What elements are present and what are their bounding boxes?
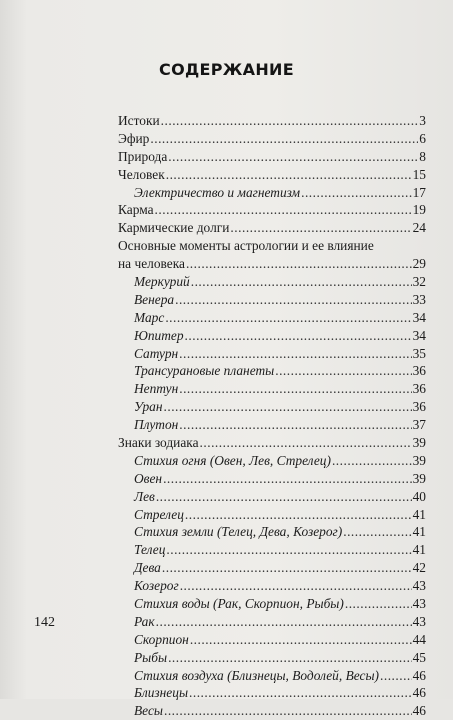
- toc-entry-label: Лев: [134, 488, 155, 504]
- toc-entry-page: 33: [412, 291, 426, 307]
- toc-entry: [118, 291, 426, 309]
- dot-leader: [165, 309, 411, 327]
- toc-entry-label: Телец: [134, 542, 166, 558]
- dot-leader: [168, 649, 412, 667]
- toc-entry-label: Близнецы: [134, 685, 189, 701]
- toc-entry-label: Истоки: [118, 112, 160, 128]
- dot-leader: [164, 398, 412, 416]
- toc-entry-label: Нептун: [134, 381, 179, 397]
- dot-leader: [343, 523, 411, 541]
- toc-entry-label: Рак: [134, 613, 155, 629]
- dot-leader: [164, 702, 412, 720]
- toc-entry-label: Козерог: [134, 578, 179, 594]
- toc-entry-page: 3: [419, 112, 426, 128]
- toc-entry: [118, 702, 426, 720]
- toc-entry-page: 35: [412, 345, 426, 361]
- toc-entry-label: Стихия воздуха (Близнецы, Водолей, Весы): [134, 667, 379, 683]
- toc-entry-label: Меркурий: [134, 274, 190, 289]
- toc-entry-page: 43: [412, 596, 426, 612]
- toc-entry-page: 42: [412, 560, 426, 576]
- dot-leader: [156, 613, 412, 631]
- dot-leader: [166, 166, 412, 184]
- toc-entry: [118, 523, 426, 541]
- dot-leader: [168, 148, 418, 166]
- toc-entry-label: Знаки зодиака: [118, 435, 199, 451]
- toc-entry: [118, 416, 426, 434]
- toc-entry-label: Трансурановые планеты: [134, 363, 275, 379]
- toc-entry-page: 8: [419, 148, 426, 164]
- dot-leader: [179, 380, 411, 398]
- toc-entry-label: Дева: [134, 560, 161, 576]
- table-of-contents: [118, 112, 426, 720]
- toc-entry-label: Карма: [118, 202, 154, 218]
- dot-leader: [332, 452, 412, 470]
- toc-entry-label: Кармические долги: [118, 220, 230, 236]
- toc-entry: [118, 273, 426, 291]
- toc-entry: [118, 541, 426, 559]
- toc-entry: [118, 631, 426, 649]
- dot-leader: [179, 345, 411, 363]
- toc-entry-page: 15: [412, 166, 426, 182]
- toc-entry-page: 43: [412, 613, 426, 629]
- toc-entry: [118, 130, 426, 148]
- toc-entry: [118, 613, 426, 631]
- toc-entry: [118, 685, 426, 703]
- toc-entry: [118, 434, 426, 452]
- dot-leader: [156, 488, 412, 506]
- dot-leader: [275, 362, 411, 380]
- toc-entry-label: Эфир: [118, 130, 150, 146]
- toc-entry: [118, 166, 426, 184]
- toc-entry: [118, 184, 426, 202]
- toc-entry: [118, 148, 426, 166]
- toc-entry-page: 46: [412, 703, 426, 719]
- toc-entry-page: 36: [412, 381, 426, 397]
- toc-entry: [118, 452, 426, 470]
- toc-entry-label: Стихия земли (Телец, Дева, Козерог): [134, 524, 343, 540]
- toc-entry: [118, 470, 426, 488]
- page-number: 142: [34, 615, 55, 630]
- toc-entry: [118, 667, 426, 685]
- toc-entry-label: Природа: [118, 148, 168, 164]
- dot-leader: [189, 684, 412, 702]
- toc-entry: [118, 112, 426, 130]
- dot-leader: [191, 273, 412, 291]
- toc-entry-page: 34: [412, 309, 426, 325]
- toc-entry-label: Стрелец: [134, 506, 184, 522]
- dot-leader: [185, 506, 412, 524]
- dot-leader: [301, 184, 412, 202]
- dot-leader: [185, 327, 412, 345]
- toc-entry: [118, 577, 426, 595]
- toc-entry-label: Человек: [118, 166, 165, 182]
- toc-entry-label: Стихия огня (Овен, Лев, Стрелец): [134, 452, 331, 468]
- toc-entry: [118, 595, 426, 613]
- dot-leader: [175, 291, 412, 309]
- toc-entry-label: Рыбы: [134, 649, 168, 665]
- dot-leader: [345, 595, 412, 613]
- toc-entry-label: Венера: [134, 291, 175, 307]
- toc-entry-label: на человека: [118, 256, 185, 272]
- dot-leader: [163, 470, 412, 488]
- toc-entry-page: 24: [412, 220, 426, 236]
- toc-entry-label-line1: Основные моменты астрологии и ее влияние: [118, 238, 374, 254]
- dot-leader: [150, 130, 418, 148]
- dot-leader: [190, 631, 412, 649]
- toc-entry-page: 37: [412, 417, 426, 433]
- dot-leader: [166, 541, 411, 559]
- toc-entry-page: 29: [412, 256, 426, 272]
- toc-entry: [118, 559, 426, 577]
- toc-entry-page: 41: [412, 506, 426, 522]
- toc-entry-label: Электричество и магнетизм: [134, 184, 301, 200]
- toc-entry-page: 39: [412, 470, 426, 486]
- toc-entry: [118, 255, 426, 273]
- toc-entry-page: 17: [412, 184, 426, 200]
- dot-leader: [179, 416, 411, 434]
- toc-entry: [118, 201, 426, 219]
- toc-entry-page: 45: [412, 649, 426, 665]
- dot-leader: [380, 667, 412, 685]
- toc-entry: [118, 362, 426, 380]
- toc-entry: [118, 309, 426, 327]
- dot-leader: [155, 201, 412, 219]
- toc-entry: [118, 649, 426, 667]
- dot-leader: [180, 577, 412, 595]
- dot-leader: [162, 559, 412, 577]
- toc-entry-label: Весы: [134, 703, 163, 719]
- toc-entry-line1: [118, 237, 426, 255]
- toc-entry-page: 46: [412, 685, 426, 701]
- toc-entry: [118, 488, 426, 506]
- toc-entry-page: 46: [412, 667, 426, 683]
- toc-entry-label: Уран: [134, 399, 163, 415]
- dot-leader: [230, 219, 411, 237]
- toc-entry-page: 19: [412, 202, 426, 218]
- dot-leader: [161, 112, 419, 130]
- toc-entry-page: 39: [412, 452, 426, 468]
- dot-leader: [200, 434, 412, 452]
- toc-entry: [118, 506, 426, 524]
- page-title: СОДЕРЖАНИЕ: [159, 60, 294, 79]
- dot-leader: [186, 255, 412, 273]
- toc-entry: [118, 219, 426, 237]
- toc-entry-label: Плутон: [134, 417, 179, 433]
- toc-entry-page: 41: [412, 542, 426, 558]
- toc-entry-label: Стихия воды (Рак, Скорпион, Рыбы): [134, 596, 344, 612]
- toc-entry-page: 36: [412, 363, 426, 379]
- toc-entry: [118, 327, 426, 345]
- toc-entry: [118, 345, 426, 363]
- toc-entry-page: 39: [412, 435, 426, 451]
- toc-entry-label: Овен: [134, 470, 163, 486]
- toc-entry: [118, 398, 426, 416]
- toc-entry-page: 40: [412, 488, 426, 504]
- toc-entry-page: 41: [412, 524, 426, 540]
- toc-entry-page: 44: [412, 631, 426, 647]
- toc-entry-label: Марс: [134, 309, 165, 325]
- toc-entry-page: 34: [412, 327, 426, 343]
- toc-entry-page: 36: [412, 399, 426, 415]
- toc-entry-page: 32: [412, 274, 426, 289]
- toc-entry-label: Скорпион: [134, 631, 189, 647]
- toc-entry: [118, 380, 426, 398]
- toc-entry-label: Сатурн: [134, 345, 179, 361]
- toc-entry-label: Юпитер: [134, 327, 184, 343]
- toc-entry-page: 6: [419, 130, 426, 146]
- toc-entry-page: 43: [412, 578, 426, 594]
